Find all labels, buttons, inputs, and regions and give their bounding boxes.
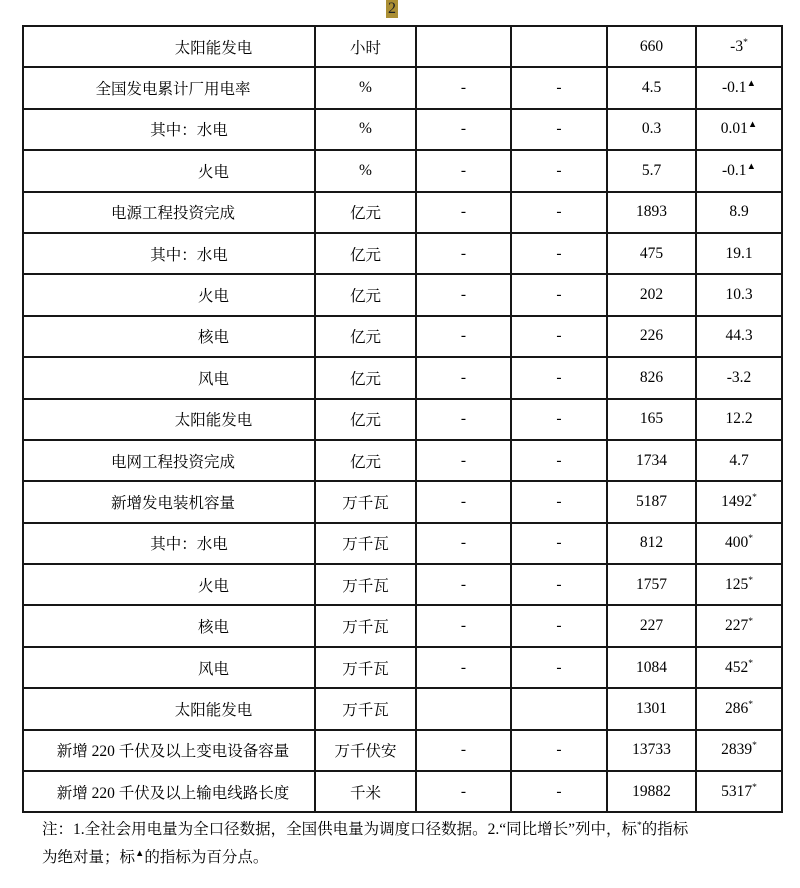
unit-cell: % [315,109,416,150]
yoy-value: 5317 [721,782,753,800]
table-row [23,274,782,315]
dash-cell-1: - [416,233,511,274]
table-row [23,647,782,688]
yoy-cell [696,730,782,771]
footnote-text: 的指标 [641,821,689,838]
dash-cell-2: - [511,357,607,398]
yoy-cell [696,688,782,729]
table-row [23,26,782,67]
indicator-name-cell [23,647,315,688]
yoy-value: 44.3 [725,327,753,345]
unit-cell: 千米 [315,771,416,812]
footnote-line-2 [42,844,764,872]
dash-cell-1: - [416,730,511,771]
page-number-fragment [386,0,401,17]
yoy-cell [696,481,782,522]
value-cell: 475 [607,233,696,274]
dash-cell-1: - [416,605,511,646]
indicator-name-cell [23,399,315,440]
indicator-name-cell [23,357,315,398]
dash-cell-2: - [511,564,607,605]
footnote-text: 的指标为百分点。 [144,849,269,866]
value-cell: 826 [607,357,696,398]
indicator-label: 其中：水电 [150,536,228,554]
dash-cell-2: - [511,605,607,646]
table-row [23,357,782,398]
value-cell: 5187 [607,481,696,522]
yoy-value: -0.1 [722,79,747,97]
yoy-value: 1492 [721,492,753,510]
unit-cell: 亿元 [315,274,416,315]
value-cell: 1893 [607,192,696,233]
yoy-cell [696,192,782,233]
yoy-value: 400 [725,534,749,552]
dash-cell-1: - [416,109,511,150]
yoy-mark: * [748,617,753,627]
yoy-value: 12.2 [725,410,753,428]
indicator-label: 全国发电累计厂用电率 [95,81,251,99]
table-row [23,605,782,646]
indicator-name-cell [23,523,315,564]
indicator-name-cell [23,150,315,191]
value-cell: 1301 [607,688,696,729]
yoy-cell [696,523,782,564]
dash-cell-2: - [511,274,607,315]
table-row [23,688,782,729]
unit-cell: 万千瓦 [315,647,416,688]
yoy-cell [696,274,782,315]
indicator-label: 火电 [197,577,229,595]
yoy-value: 10.3 [725,286,753,304]
yoy-mark: * [752,782,757,793]
yoy-cell [696,564,782,605]
indicator-label: 电网工程投资完成 [110,453,235,471]
table-row [23,67,782,108]
indicator-label: 其中：水电 [150,122,228,140]
yoy-cell [696,150,782,191]
dash-cell-2: - [511,67,607,108]
yoy-value: 452 [725,658,749,676]
indicator-label: 风电 [197,370,229,388]
indicator-name-cell [23,481,315,522]
yoy-value: 227 [725,617,749,635]
footnote-text: 为绝对量；标 [42,849,136,866]
table-row [23,192,782,233]
table-row [23,481,782,522]
value-cell: 227 [607,605,696,646]
indicator-label: 火电 [197,288,229,306]
yoy-value: -3.2 [726,368,752,386]
unit-cell: % [315,67,416,108]
value-cell: 812 [607,523,696,564]
footnote-text: 注：1.全社会用电量为全口径数据，全国供电量为调度口径数据。2.“同比增长”列中，标 [42,821,638,838]
indicator-label: 太阳能发电 [174,701,253,719]
value-cell: 202 [607,274,696,315]
unit-cell: 万千伏安 [315,730,416,771]
dash-cell-1: - [416,67,511,108]
yoy-mark: * [748,699,753,710]
value-cell: 4.5 [607,67,696,108]
unit-cell: 小时 [315,26,416,67]
yoy-mark: * [748,658,753,669]
indicator-label: 新增 220 千伏及以上输电线路长度 [56,784,290,802]
yoy-mark: * [748,575,753,586]
yoy-cell [696,357,782,398]
table-row [23,399,782,440]
asterisk-mark: * [637,820,642,831]
dash-cell-1: - [416,481,511,522]
yoy-value: 0.01 [720,120,748,138]
value-cell: 226 [607,316,696,357]
value-cell: 0.3 [607,109,696,150]
table-row [23,233,782,274]
dash-cell-1 [416,26,511,67]
yoy-value: 8.9 [729,203,749,221]
yoy-cell [696,440,782,481]
unit-cell: 亿元 [315,192,416,233]
dash-cell-1 [416,688,511,729]
indicator-name-cell [23,316,315,357]
unit-cell: 亿元 [315,233,416,274]
dash-cell-1: - [416,523,511,564]
indicator-label: 太阳能发电 [174,39,253,57]
table-row [23,109,782,150]
yoy-cell [696,67,782,108]
dash-cell-1: - [416,771,511,812]
indicator-name-cell [23,440,315,481]
indicator-name-cell [23,564,315,605]
yoy-mark: * [743,37,748,48]
indicator-label: 核电 [197,329,229,347]
dash-cell-2: - [511,150,607,191]
table-row [23,523,782,564]
yoy-value: -0.1 [722,161,747,179]
statistics-table [22,25,783,813]
dash-cell-2: - [511,192,607,233]
yoy-cell [696,399,782,440]
unit-cell: 万千瓦 [315,523,416,564]
yoy-cell [696,233,782,274]
yoy-value: 19.1 [725,244,753,262]
unit-cell: 万千瓦 [315,481,416,522]
yoy-value: 125 [725,575,749,593]
unit-cell: 万千瓦 [315,688,416,729]
indicator-name-cell [23,771,315,812]
dash-cell-1: - [416,316,511,357]
indicator-name-cell [23,233,315,274]
yoy-value: 4.7 [729,451,749,469]
dash-cell-2 [511,688,607,729]
unit-cell: 亿元 [315,399,416,440]
yoy-cell [696,771,782,812]
indicator-name-cell [23,26,315,67]
indicator-label: 电源工程投资完成 [110,205,235,223]
indicator-name-cell [23,730,315,771]
table-row [23,564,782,605]
dash-cell-2: - [511,647,607,688]
unit-cell: % [315,150,416,191]
yoy-cell [696,605,782,646]
yoy-cell [696,109,782,150]
indicator-name-cell [23,688,315,729]
dash-cell-1: - [416,440,511,481]
dash-cell-1: - [416,192,511,233]
indicator-label: 新增发电装机容量 [110,494,235,512]
indicator-label: 太阳能发电 [174,412,253,430]
dash-cell-2: - [511,440,607,481]
yoy-mark: ▲ [746,78,756,89]
yoy-cell [696,647,782,688]
dash-cell-1: - [416,647,511,688]
yoy-mark: ▲ [746,161,756,172]
dash-cell-2: - [511,399,607,440]
footnote [42,816,764,872]
footnote-line-1 [42,816,764,844]
yoy-mark: * [752,492,757,503]
indicator-name-cell [23,67,315,108]
dash-cell-1: - [416,274,511,315]
value-cell: 1084 [607,647,696,688]
value-cell: 13733 [607,730,696,771]
indicator-label: 其中：水电 [150,246,228,264]
dash-cell-1: - [416,399,511,440]
value-cell: 5.7 [607,150,696,191]
dash-cell-1: - [416,150,511,191]
table-row [23,771,782,812]
unit-cell: 亿元 [315,440,416,481]
dash-cell-2: - [511,523,607,564]
dash-cell-1: - [416,357,511,398]
value-cell: 19882 [607,771,696,812]
unit-cell: 亿元 [315,357,416,398]
table-row [23,730,782,771]
dash-cell-2: - [511,316,607,357]
value-cell: 660 [607,26,696,67]
indicator-label: 风电 [197,660,229,678]
table-row [23,150,782,191]
indicator-label: 火电 [197,163,229,181]
dash-cell-1: - [416,564,511,605]
triangle-mark: ▲ [135,848,145,859]
yoy-mark: * [752,741,757,752]
indicator-name-cell [23,274,315,315]
unit-cell: 亿元 [315,316,416,357]
value-cell: 1734 [607,440,696,481]
yoy-cell [696,316,782,357]
table-row [23,316,782,357]
unit-cell: 万千瓦 [315,605,416,646]
value-cell: 165 [607,399,696,440]
dash-cell-2: - [511,481,607,522]
yoy-value: 286 [725,699,749,717]
dash-cell-2: - [511,730,607,771]
value-cell: 1757 [607,564,696,605]
yoy-mark: ▲ [747,120,758,131]
yoy-value: -3 [730,37,744,55]
indicator-name-cell [23,605,315,646]
indicator-label: 新增 220 千伏及以上变电设备容量 [56,743,290,761]
yoy-value: 2839 [721,741,753,759]
dash-cell-2 [511,26,607,67]
dash-cell-2: - [511,109,607,150]
indicator-name-cell [23,109,315,150]
indicator-name-cell [23,192,315,233]
unit-cell: 万千瓦 [315,564,416,605]
table-row [23,440,782,481]
dash-cell-2: - [511,233,607,274]
yoy-mark: * [748,534,753,545]
indicator-label: 核电 [197,619,229,637]
page-number: 2 [388,0,396,17]
dash-cell-2: - [511,771,607,812]
yoy-cell [696,26,782,67]
